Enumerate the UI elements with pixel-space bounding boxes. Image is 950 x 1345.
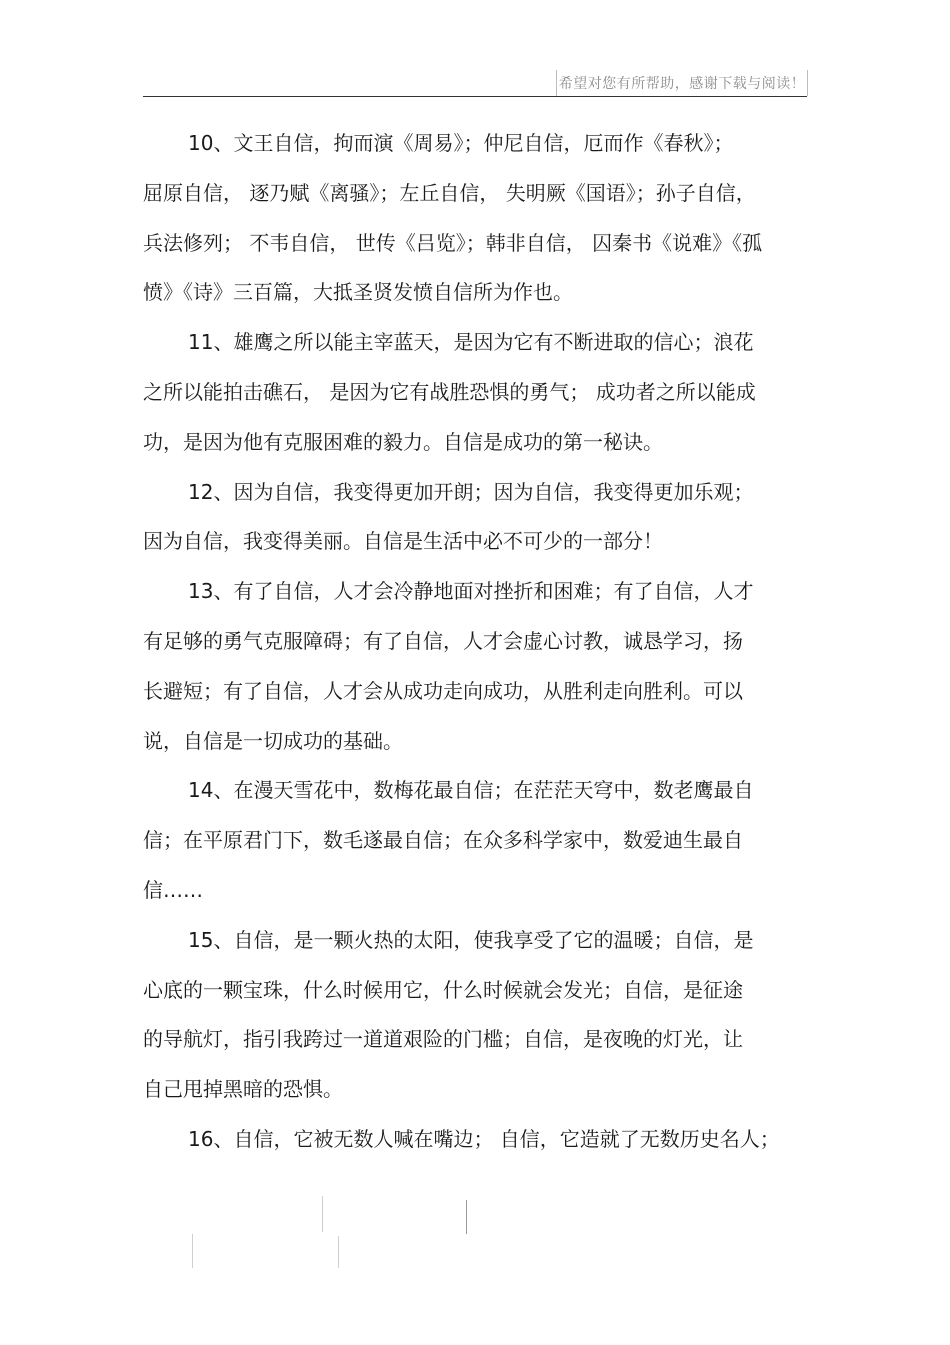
text-line: 自己甩掉黑暗的恐惧。 [143, 1077, 343, 1102]
text-line: 11、雄鹰之所以能主宰蓝天，是因为它有不断进取的信心；浪花 [188, 330, 754, 355]
decorative-line [192, 1234, 193, 1268]
paragraph-14 [143, 766, 808, 915]
paragraph-11 [143, 318, 808, 467]
text-line: 16、自信，它被无数人喊在嘴边； 自信，它造就了无数历史名人； [188, 1126, 780, 1151]
text-line: 13、有了自信，人才会冷静地面对挫折和困难；有了自信，人才 [188, 579, 754, 604]
paragraph-13 [143, 567, 808, 766]
document-body [143, 119, 808, 1165]
header-note: 希望对您有所帮助，感谢下载与阅读！ [556, 70, 808, 96]
text-line: 14、在漫天雪花中，数梅花最自信；在茫茫天穹中，数老鹰最自 [188, 778, 754, 803]
text-line: 之所以能拍击礁石， 是因为它有战胜恐惧的勇气； 成功者之所以能成 [143, 379, 756, 404]
text-line: 的导航灯，指引我跨过一道道艰险的门槛；自信，是夜晚的灯光，让 [143, 1027, 743, 1052]
text-line: 心底的一颗宝珠，什么时候用它，什么时候就会发光；自信，是征途 [143, 977, 743, 1002]
text-line: 功，是因为他有克服困难的毅力。自信是成功的第一秘诀。 [143, 429, 663, 454]
paragraph-15 [143, 916, 808, 1115]
text-line: 信；在平原君门下，数毛遂最自信；在众多科学家中，数爱迪生最自 [143, 828, 743, 853]
text-line: 兵法修列； 不韦自信， 世传《吕览》；韩非自信， 囚秦书《说难》《孤 [143, 230, 763, 255]
text-line: 信…… [143, 877, 203, 902]
text-line: 长避短；有了自信，人才会从成功走向成功，从胜利走向胜利。可以 [143, 678, 743, 703]
text-line: 愤》《诗》三百篇，大抵圣贤发愤自信所为作也。 [143, 280, 573, 305]
paragraph-10 [143, 119, 808, 318]
text-line: 屈原自信， 逐乃赋《离骚》；左丘自信， 失明厥《国语》；孙子自信， [143, 180, 756, 205]
text-line: 15、自信，是一颗火热的太阳，使我享受了它的温暖；自信，是 [188, 927, 754, 952]
text-line: 因为自信，我变得美丽。自信是生活中必不可少的一部分！ [143, 529, 663, 554]
decorative-line [322, 1196, 323, 1232]
text-line: 有足够的勇气克服障碍；有了自信，人才会虚心讨教，诚恳学习，扬 [143, 628, 743, 653]
paragraph-16 [143, 1115, 808, 1165]
decorative-line [338, 1236, 339, 1268]
header-divider [143, 96, 807, 97]
text-line: 说，自信是一切成功的基础。 [143, 728, 403, 753]
decorative-line [466, 1200, 467, 1234]
text-line: 10、文王自信，拘而演《周易》；仲尼自信，厄而作《春秋》； [188, 131, 734, 155]
text-line: 12、因为自信，我变得更加开朗；因为自信，我变得更加乐观； [188, 479, 754, 504]
paragraph-12 [143, 468, 808, 568]
